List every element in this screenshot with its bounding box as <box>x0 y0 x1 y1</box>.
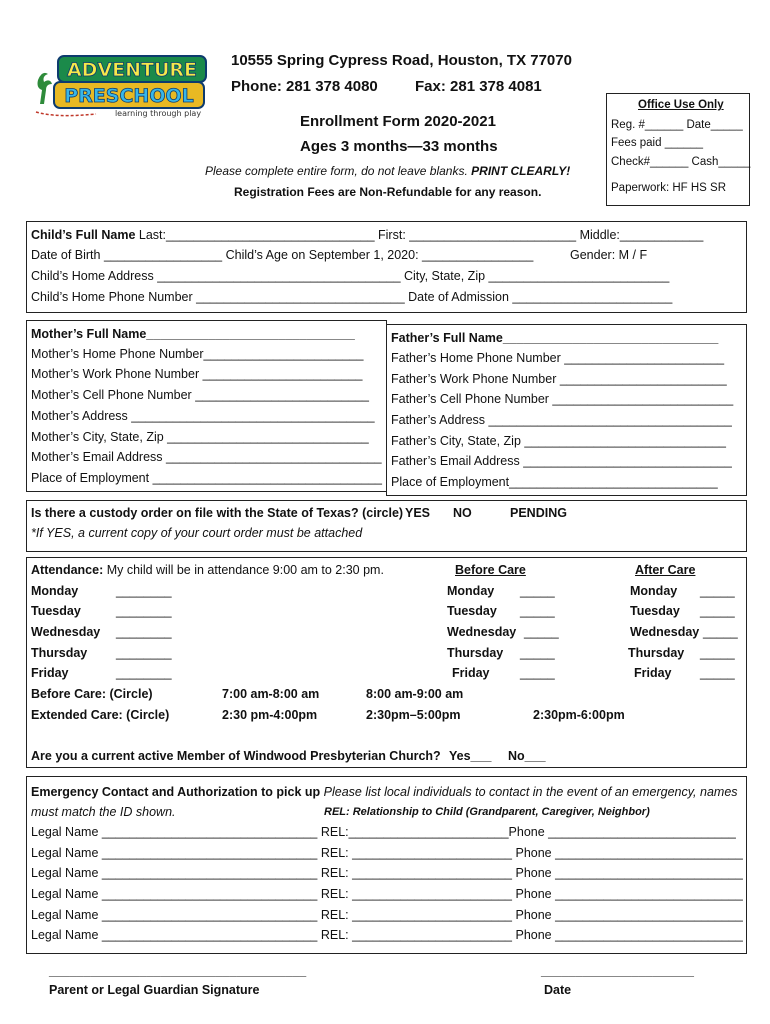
office-check: Check#______ Cash_____ <box>611 156 751 168</box>
after-thursday: Thursday <box>628 646 685 660</box>
school-logo <box>30 50 210 122</box>
fees-note: Registration Fees are Non-Refundable for any reason. <box>234 185 542 199</box>
signature-line[interactable]: _____________________________________ <box>49 964 307 978</box>
day-wednesday-blank[interactable]: ________ <box>116 625 172 639</box>
instructions-text: Please complete entire form, do not leave blanks. <box>205 164 472 178</box>
father-employment-field[interactable]: Place of Employment______________________________ <box>391 475 718 489</box>
emergency-title: Emergency Contact and Authorization to pick up <box>31 785 321 799</box>
before-tuesday: Tuesday <box>447 604 497 618</box>
mother-address-field[interactable]: Mother’s Address ___________________________________ <box>31 409 375 423</box>
church-member-question: Are you a current active Member of Windwood Presbyterian Church? <box>31 749 441 763</box>
office-paperwork: Paperwork: HF HS SR <box>611 182 727 194</box>
before-care-option-1[interactable]: 7:00 am-8:00 am <box>222 687 320 701</box>
before-friday-blank[interactable]: _____ <box>520 666 555 680</box>
day-wednesday: Wednesday <box>31 625 101 639</box>
custody-note: *If YES, a current copy of your court order must be attached <box>31 526 363 540</box>
after-monday-blank[interactable]: _____ <box>700 584 735 598</box>
father-city-field[interactable]: Father’s City, State, Zip _____________________________ <box>391 434 726 448</box>
father-work-phone-field[interactable]: Father’s Work Phone Number ________________________ <box>391 372 727 386</box>
emergency-contact-row-4[interactable]: Legal Name _______________________________ REL: _______________________ Phone ___________________________ <box>31 887 743 901</box>
custody-question: Is there a custody order on file with the State of Texas? (circle) <box>31 506 404 520</box>
after-monday: Monday <box>630 584 678 598</box>
day-tuesday-blank[interactable]: ________ <box>116 604 172 618</box>
before-care-circle-label: Before Care: (Circle) <box>31 687 153 701</box>
church-member-no[interactable]: No___ <box>508 749 546 763</box>
date-label: Date <box>544 983 572 997</box>
child-gender-field[interactable]: Gender: M / F <box>570 248 648 262</box>
mother-info-box <box>26 320 387 492</box>
after-care-header: After Care <box>635 563 696 577</box>
svg-text:learning through play: learning through play <box>114 109 202 118</box>
emergency-header <box>31 785 738 799</box>
child-name-fields[interactable]: Last:______________________________ First: ________________________ Middle:____________ <box>135 228 704 242</box>
emergency-contact-row-2[interactable]: Legal Name _______________________________ REL: _______________________ Phone ___________________________ <box>31 846 743 860</box>
custody-no-option[interactable]: NO <box>453 506 472 520</box>
custody-yes-option[interactable]: YES <box>405 506 431 520</box>
day-friday: Friday <box>31 666 69 680</box>
mother-name-field[interactable]: Mother’s Full Name______________________________ <box>31 327 355 341</box>
church-member-yes[interactable]: Yes___ <box>449 749 492 763</box>
form-title: Enrollment Form 2020-2021 <box>300 113 496 130</box>
form-ages: Ages 3 months—33 months <box>300 138 498 155</box>
child-dob-field[interactable]: Date of Birth _________________ Child’s Age on September 1, 2020: ________________ <box>31 248 534 262</box>
mother-work-phone-field[interactable]: Mother’s Work Phone Number _______________________ <box>31 367 363 381</box>
extended-care-option-2[interactable]: 2:30pm–5:00pm <box>366 708 461 722</box>
emergency-note: Please list local individuals to contact in the event of an emergency, names <box>320 785 738 799</box>
child-name-label: Child’s Full Name <box>31 228 136 242</box>
emergency-note-2: must match the ID shown. <box>31 805 176 819</box>
custody-pending-option[interactable]: PENDING <box>510 506 567 520</box>
after-thursday-blank[interactable]: _____ <box>700 646 735 660</box>
extended-care-option-1[interactable]: 2:30 pm-4:00pm <box>222 708 318 722</box>
school-address: 10555 Spring Cypress Road, Houston, TX 77070 <box>231 52 572 69</box>
day-thursday-blank[interactable]: ________ <box>116 646 172 660</box>
before-thursday-blank[interactable]: _____ <box>520 646 555 660</box>
after-wednesday: Wednesday <box>630 625 700 639</box>
emergency-contact-row-6[interactable]: Legal Name _______________________________ REL: _______________________ Phone ___________________________ <box>31 928 743 942</box>
signature-label: Parent or Legal Guardian Signature <box>49 983 260 997</box>
mother-email-field[interactable]: Mother’s Email Address _______________________________ <box>31 450 382 464</box>
emergency-rel-note: REL: Relationship to Child (Grandparent, Caregiver, Neighbor) <box>324 806 650 818</box>
father-name-field[interactable]: Father’s Full Name_______________________________ <box>391 331 719 345</box>
after-friday-blank[interactable]: _____ <box>700 666 735 680</box>
svg-text:PRESCHOOL: PRESCHOOL <box>64 85 194 107</box>
father-home-phone-field[interactable]: Father’s Home Phone Number _______________________ <box>391 351 725 365</box>
attendance-header <box>31 563 384 577</box>
father-cell-phone-field[interactable]: Father’s Cell Phone Number __________________________ <box>391 392 734 406</box>
before-care-option-2[interactable]: 8:00 am-9:00 am <box>366 687 464 701</box>
before-friday: Friday <box>452 666 490 680</box>
attendance-text: My child will be in attendance 9:00 am to 2:30 pm. <box>103 563 384 577</box>
emergency-contact-row-1[interactable]: Legal Name _______________________________ REL:_______________________Phone ___________________________ <box>31 825 736 839</box>
child-address-field[interactable]: Child’s Home Address ___________________________________ City, State, Zip __________________________ <box>31 269 670 283</box>
father-info-box <box>386 324 747 496</box>
extended-care-circle-label: Extended Care: (Circle) <box>31 708 170 722</box>
day-monday-blank[interactable]: ________ <box>116 584 172 598</box>
mother-cell-phone-field[interactable]: Mother’s Cell Phone Number _________________________ <box>31 388 369 402</box>
day-friday-blank[interactable]: ________ <box>116 666 172 680</box>
child-phone-field[interactable]: Child’s Home Phone Number ______________________________ Date of Admission _______________________ <box>31 290 673 304</box>
attendance-label: Attendance: <box>31 563 104 577</box>
before-thursday: Thursday <box>447 646 504 660</box>
date-line[interactable]: ______________________ <box>541 964 694 978</box>
office-reg: Reg. #______ Date_____ <box>611 119 743 131</box>
before-care-header: Before Care <box>455 563 526 577</box>
before-wednesday-blank[interactable]: _____ <box>524 625 559 639</box>
mother-city-field[interactable]: Mother’s City, State, Zip _____________________________ <box>31 430 369 444</box>
after-tuesday-blank[interactable]: _____ <box>700 604 735 618</box>
emergency-contact-row-5[interactable]: Legal Name _______________________________ REL: _______________________ Phone ___________________________ <box>31 908 743 922</box>
school-phone: Phone: 281 378 4080 <box>231 78 378 95</box>
day-monday: Monday <box>31 584 79 598</box>
before-monday: Monday <box>447 584 495 598</box>
mother-employment-field[interactable]: Place of Employment _________________________________ <box>31 471 382 485</box>
emergency-contact-row-3[interactable]: Legal Name _______________________________ REL: _______________________ Phone ___________________________ <box>31 866 743 880</box>
mother-home-phone-field[interactable]: Mother’s Home Phone Number_______________________ <box>31 347 364 361</box>
logo-graphic <box>30 50 210 122</box>
before-tuesday-blank[interactable]: _____ <box>520 604 555 618</box>
after-friday: Friday <box>634 666 672 680</box>
extended-care-option-3[interactable]: 2:30pm-6:00pm <box>533 708 625 722</box>
after-tuesday: Tuesday <box>630 604 680 618</box>
instructions-bold: PRINT CLEARLY! <box>471 164 571 178</box>
school-fax: Fax: 281 378 4081 <box>415 78 542 95</box>
office-use-title: Office Use Only <box>638 99 724 111</box>
before-monday-blank[interactable]: _____ <box>520 584 555 598</box>
day-thursday: Thursday <box>31 646 88 660</box>
father-address-field[interactable]: Father’s Address ___________________________________ <box>391 413 732 427</box>
svg-text:ADVENTURE: ADVENTURE <box>66 59 198 81</box>
form-instructions <box>205 164 570 178</box>
father-email-field[interactable]: Father’s Email Address ______________________________ <box>391 454 732 468</box>
day-tuesday: Tuesday <box>31 604 81 618</box>
child-name-row[interactable] <box>31 228 703 242</box>
after-wednesday-blank[interactable]: _____ <box>703 625 738 639</box>
office-fees: Fees paid ______ <box>611 137 704 149</box>
before-wednesday: Wednesday <box>447 625 517 639</box>
